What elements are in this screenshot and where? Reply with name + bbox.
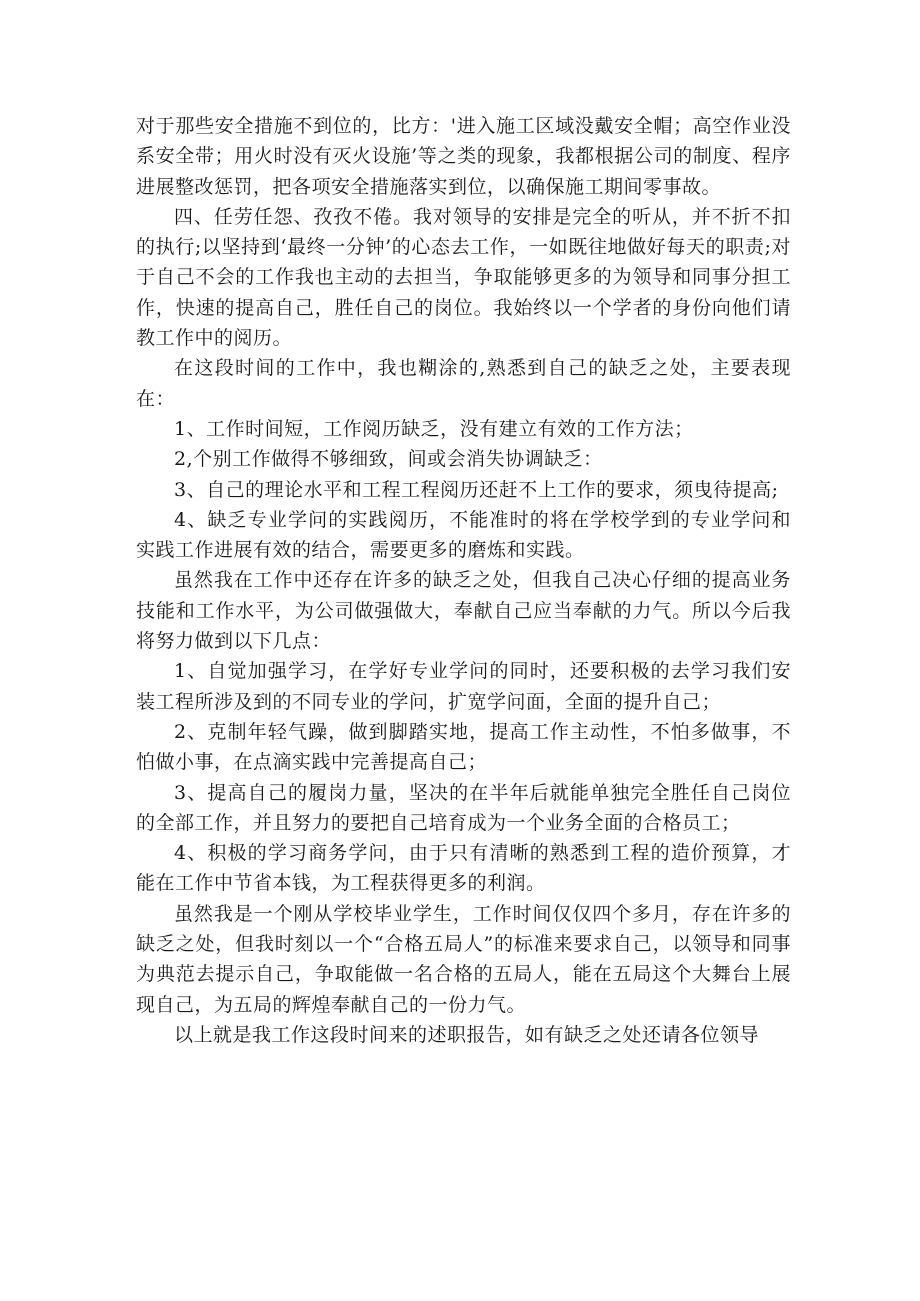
list-item-plan-3: 3、提高自己的履岗力量，坚决的在半年后就能单独完全胜任自己岗位的全部工作，并且努力的要把自己培育成为一个业务全面的合格员工； <box>136 781 791 834</box>
list-item-shortcoming-4: 4、缺乏专业学问的实践阅历，不能准时的将在学校学到的专业学问和实践工作进展有效的结合，需要更多的磨炼和实践。 <box>136 508 791 562</box>
paragraph-improvement-intro: 虽然我在工作中还存在许多的缺乏之处，但我自己决心仔细的提高业务技能和工作水平，为公司做强做大，奉献自己应当奉献的力气。所以今后我将努力做到以下几点： <box>136 569 791 653</box>
list-item-plan-4: 4、积极的学习商务学问，由于只有清晰的熟悉到工程的造价预算，才能在工作中节省本钱，为工程获得更多的利润。 <box>136 842 791 895</box>
report-body <box>136 111 791 1050</box>
list-item-shortcoming-1: 1、工作时间短，工作阅历缺乏，没有建立有效的工作方法； <box>174 417 694 440</box>
list-item-shortcoming-3: 3、自己的理论水平和工程工程阅历还赶不上工作的要求，须曳待提高; <box>174 478 779 501</box>
paragraph-safety-measures: 对于那些安全措施不到位的，比方：'进入施工区域没戴安全帽；高空作业没系安全带；用火时没有灭火设施’等之类的现象，我都根据公司的制度、程序进展整改惩罚，把各项安全措施落实到位，以确保施工期间零事故。 <box>136 115 791 198</box>
paragraph-commitment: 虽然我是一个刚从学校毕业学生，工作时间仅仅四个多月，存在许多的缺乏之处，但我时刻以一个“合格五局人”的标准来要求自己，以领导和同事为典范去提示自己，争取能做一名合格的五局人，能在五局这个大舞台上展现自己，为五局的辉煌奉献自己的一份力气。 <box>136 902 791 1016</box>
paragraph-section-four: 四、任劳任怨、孜孜不倦。我对领导的安排是完全的听从，并不折不扣的执行;以坚持到‘最终一分钟’的心态去工作，一如既往地做好每天的职责;对于自己不会的工作我也主动的去担当，争取能够更多的为领导和同事分担工作，快速的提高自己，胜任自己的岗位。我始终以一个学者的身份向他们请教工作中的阅历。 <box>136 205 791 350</box>
list-item-plan-1: 1、自觉加强学习，在学好专业学问的同时，还要积极的去学习我们安装工程所涉及到的不同专业的学问，扩宽学问面，全面的提升自己； <box>136 660 791 713</box>
paragraph-closing: 以上就是我工作这段时间来的述职报告，如有缺乏之处还请各位领导 <box>174 1023 760 1046</box>
list-item-shortcoming-2: 2,个别工作做得不够细致，间或会消失协调缺乏： <box>174 448 603 471</box>
list-item-plan-2: 2、克制年轻气躁，做到脚踏实地，提高工作主动性，不怕多做事，不怕做小事，在点滴实践中完善提高自己； <box>136 720 791 774</box>
paragraph-shortcomings-intro: 在这段时间的工作中，我也糊涂的,熟悉到自己的缺乏之处，主要表现在： <box>136 357 791 410</box>
